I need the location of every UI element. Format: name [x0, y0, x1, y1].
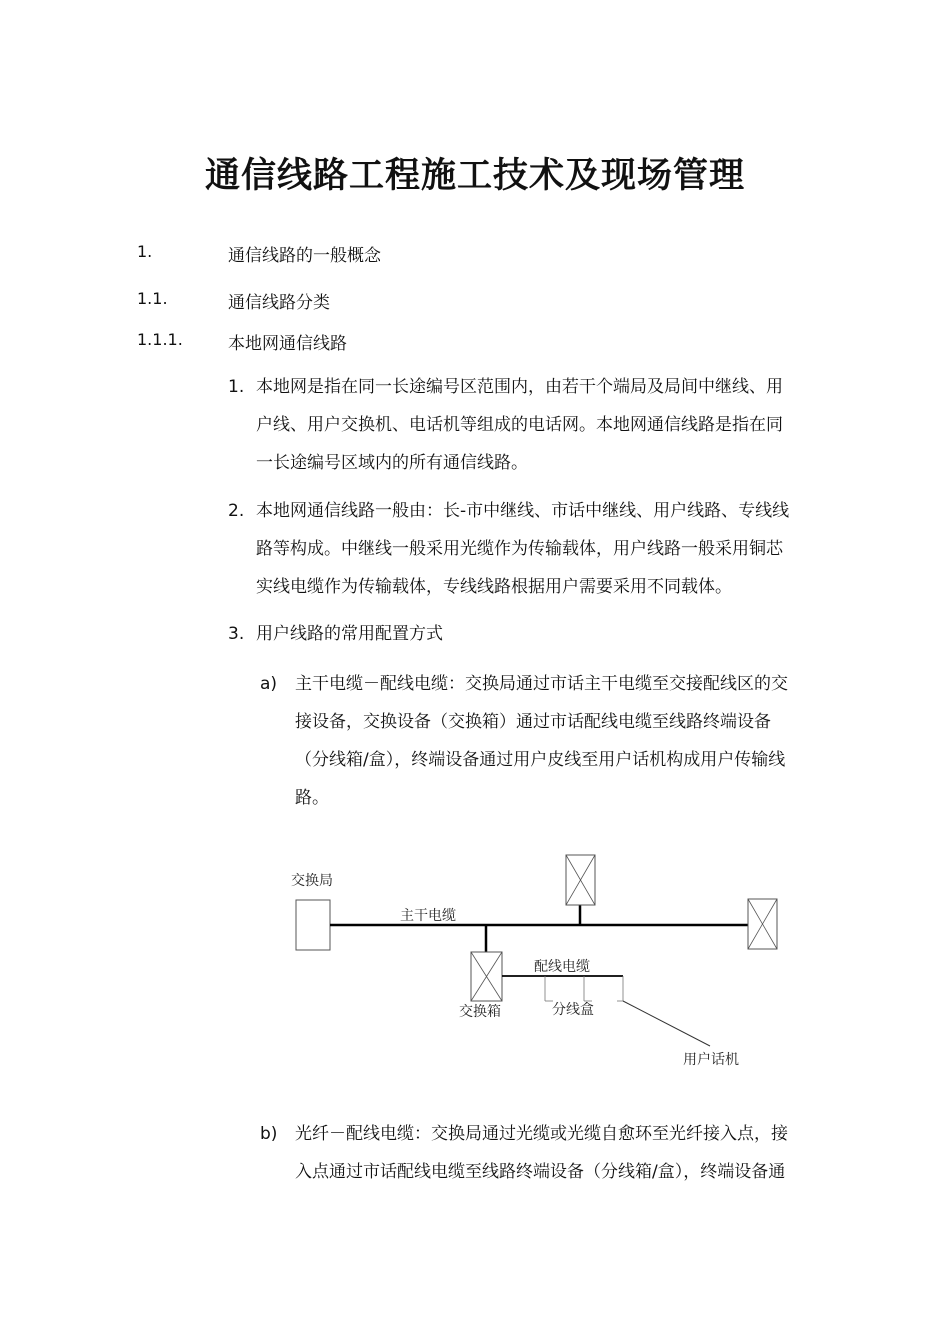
heading-1-1-number: 1.1. — [137, 289, 168, 308]
list-item-marker: 1. — [228, 377, 245, 397]
trunk-cable-label: 主干电缆 — [400, 908, 456, 924]
heading-1-1-1-text: 本地网通信线路 — [228, 334, 347, 354]
cross-box-label: 交换箱 — [459, 1004, 501, 1020]
distribution-cable-label: 配线电缆 — [534, 959, 590, 975]
distribution-box-label: 分线盒 — [552, 1002, 594, 1018]
page-title: 通信线路工程施工技术及现场管理 — [204, 155, 745, 196]
cross-box-top — [566, 855, 595, 905]
exchange-label: 交换局 — [291, 873, 333, 889]
sub-item-b — [260, 1115, 870, 1195]
exchange-box — [296, 900, 330, 950]
cross-box-exchange — [471, 952, 502, 1001]
list-item-text: 用户线路的常用配置方式 — [256, 624, 443, 644]
user-line — [623, 1001, 710, 1046]
sub-item-text: 主干电缆－配线电缆：交换局通过市话主干电缆至交接配线区的交 接设备，交换设备（交换箱）通过市话配线电缆至线路终端设备 （分线箱/盒），终端设备通过用户皮线至用户话机构成用户传输线 路。 — [295, 674, 788, 808]
list-item-text: 本地网是指在同一长途编号区范围内，由若干个端局及局间中继线、用 户线、用户交换机、电话机等组成的电话网。本地网通信线路是指在同 一长途编号区域内的所有通信线路。 — [256, 377, 783, 473]
list-item-marker: 2. — [228, 501, 245, 521]
distribution-boxes — [545, 976, 623, 1001]
list-item-marker: 3. — [228, 624, 245, 644]
cross-box-right — [748, 899, 777, 949]
list-item-text: 本地网通信线路一般由：长-市中继线、市话中继线、用户线路、专线线 路等构成。中继线一般采用光缆作为传输载体，用户线路一般采用铜芯 实线电缆作为传输载体，专线线路根据用户需要采用不同载体。 — [256, 501, 790, 597]
sub-item-text: 光纤－配线电缆：交换局通过光缆或光缆自愈环至光纤接入点，接 入点通过市话配线电缆至线路终端设备（分线箱/盒），终端设备通 — [295, 1124, 788, 1182]
heading-1-1-text: 通信线路分类 — [228, 293, 330, 313]
heading-1-1-1-number: 1.1.1. — [137, 330, 183, 349]
heading-1-number: 1. — [137, 242, 153, 261]
sub-item-marker: b) — [260, 1124, 278, 1144]
heading-1-text: 通信线路的一般概念 — [228, 246, 381, 266]
sub-item-marker: a) — [260, 674, 278, 694]
user-phone-label: 用户话机 — [683, 1052, 739, 1068]
